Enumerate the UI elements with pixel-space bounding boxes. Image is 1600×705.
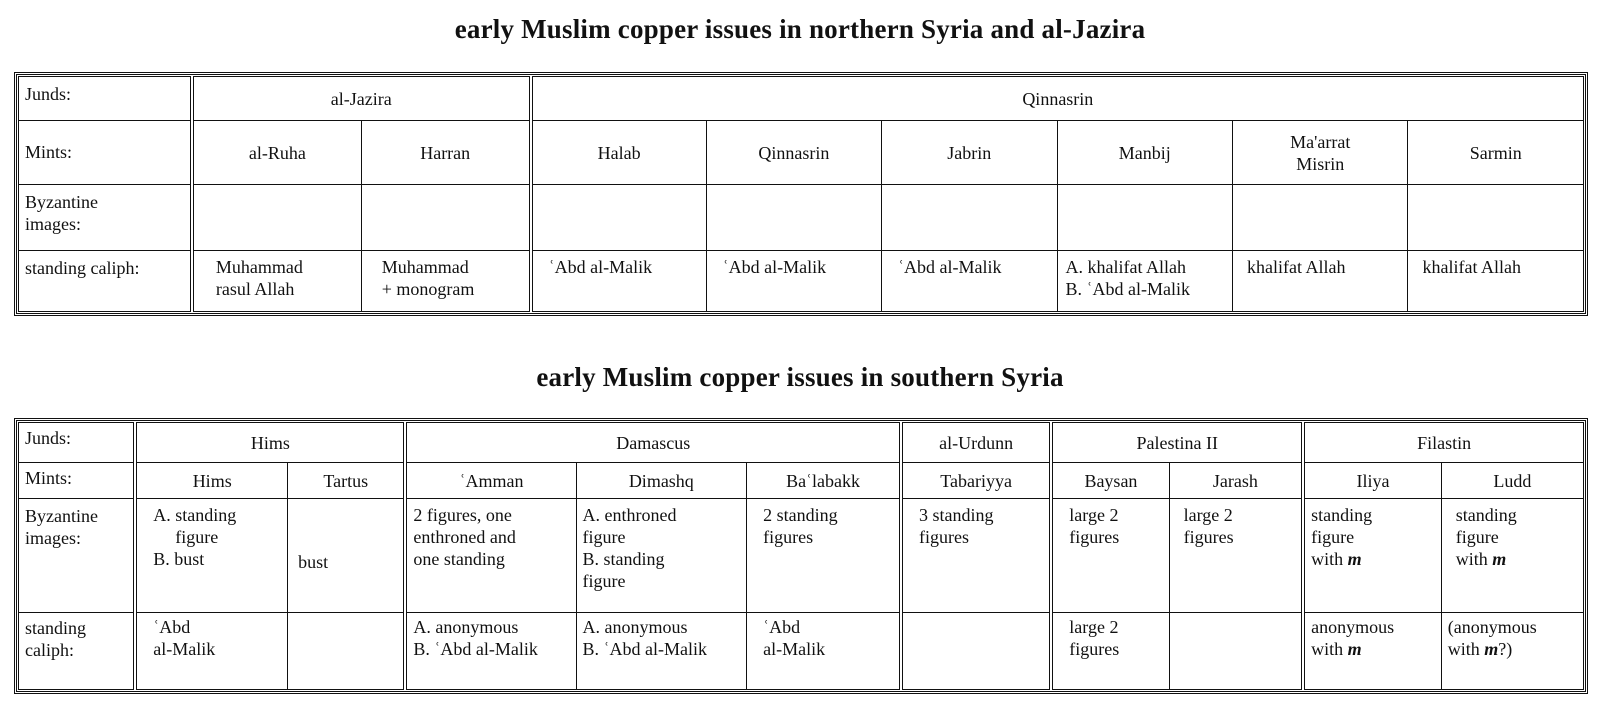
south-mint-iliya: Iliya	[1303, 463, 1441, 499]
south-byz-ludd-m: m	[1492, 549, 1507, 569]
south-byz-ludd	[1441, 499, 1583, 613]
north-table-frame	[14, 72, 1588, 316]
south-byz-jarash-line2: figures	[1183, 527, 1234, 547]
south-byz-ludd-with: with	[1455, 549, 1488, 569]
north-caliph-jabrin: ʿAbd al-Malik	[882, 251, 1057, 312]
south-byz-hims	[135, 499, 287, 613]
north-byz-cell	[1408, 185, 1584, 251]
south-byz-dimashq	[576, 499, 747, 613]
south-byz-iliya-line2: figure	[1311, 527, 1355, 547]
south-byz-dimashq-line4: figure	[582, 571, 626, 591]
south-byz-dimashq-line2: figure	[582, 527, 626, 547]
north-label-junds: Junds:	[19, 77, 192, 121]
south-caliph-iliya	[1303, 613, 1441, 690]
south-byz-balabakk	[747, 499, 901, 613]
south-mint-dimashq: Dimashq	[576, 463, 747, 499]
south-jund-al-urdunn: al-Urdunn	[901, 423, 1051, 463]
south-byz-baysan	[1051, 499, 1169, 613]
north-label-mints: Mints:	[19, 121, 192, 185]
north-mint-jabrin: Jabrin	[882, 121, 1057, 185]
south-caliph-ludd-with: with	[1447, 639, 1480, 659]
south-byz-iliya	[1303, 499, 1441, 613]
south-table-title: early Muslim copper issues in southern Syria	[536, 362, 1064, 392]
south-byz-iliya-line3	[1311, 548, 1435, 570]
north-caliph-sarmin: khalifat Allah	[1408, 251, 1584, 312]
north-caliph-harran-line2: + monogram	[381, 279, 475, 299]
south-caliph-ludd	[1441, 613, 1583, 690]
north-byz-cell	[1233, 185, 1408, 251]
south-mint-tartus: Tartus	[288, 463, 406, 499]
north-caliph-qinnasrin: ʿAbd al-Malik	[706, 251, 881, 312]
south-jund-filastin: Filastin	[1303, 423, 1583, 463]
south-byz-hims-line2: figure	[175, 527, 219, 547]
north-byz-cell	[192, 185, 361, 251]
south-caliph-amman	[405, 613, 576, 690]
north-jund-al-jazira: al-Jazira	[192, 77, 531, 121]
south-caliph-iliya-line2	[1311, 638, 1435, 660]
south-byz-tabariyya	[901, 499, 1051, 613]
north-table	[18, 76, 1584, 312]
north-mint-maarrat-line2: Misrin	[1296, 153, 1345, 174]
south-byz-hims-line3: B. bust	[153, 549, 205, 569]
south-jund-damascus: Damascus	[405, 423, 901, 463]
north-caliph-harran	[361, 251, 530, 312]
north-caliph-maarrat: khalifat Allah	[1233, 251, 1408, 312]
south-row-caliph	[19, 613, 1584, 690]
south-caliph-amman-line2: B. ʿAbd al-Malik	[413, 639, 538, 659]
north-caliph-al-ruha-line1: Muhammad	[215, 257, 303, 277]
south-label-byzantine-line2: images:	[25, 528, 81, 548]
south-byz-tabariyya-line1: 3 standing	[919, 505, 994, 525]
north-caliph-manbij	[1057, 251, 1232, 312]
north-row-junds	[19, 77, 1584, 121]
south-mint-hims: Hims	[135, 463, 287, 499]
south-row-byzantine	[19, 499, 1584, 613]
south-byz-amman-line3: one standing	[413, 549, 505, 569]
south-caliph-hims	[135, 613, 287, 690]
north-byz-cell	[361, 185, 530, 251]
south-mint-ludd: Ludd	[1441, 463, 1583, 499]
south-caliph-tartus	[288, 613, 406, 690]
south-jund-hims: Hims	[135, 423, 405, 463]
north-mint-halab: Halab	[531, 121, 706, 185]
south-byz-ludd-line3	[1456, 548, 1577, 570]
south-caliph-ludd-line2	[1448, 638, 1577, 660]
south-caliph-dimashq-line1: A. anonymous	[582, 617, 688, 637]
south-label-caliph	[19, 613, 136, 690]
north-caliph-manbij-line2: B. ʿAbd al-Malik	[1065, 279, 1191, 299]
north-byz-cell	[882, 185, 1057, 251]
south-caliph-ludd-close: ?)	[1498, 639, 1513, 659]
south-label-mints: Mints:	[19, 463, 136, 499]
south-byz-tabariyya-line2: figures	[919, 527, 969, 547]
north-label-caliph: standing caliph:	[19, 251, 192, 312]
south-caliph-jarash	[1169, 613, 1303, 690]
south-byz-iliya-with: with	[1311, 549, 1344, 569]
north-mint-maarrat-line1: Ma'arrat	[1290, 131, 1351, 152]
south-caliph-hims-line1: ʿAbd	[153, 617, 191, 637]
south-caliph-tabariyya	[901, 613, 1051, 690]
south-row-junds	[19, 423, 1584, 463]
south-byz-ludd-line2: figure	[1455, 527, 1499, 547]
north-row-mints	[19, 121, 1584, 185]
north-byz-cell	[1057, 185, 1232, 251]
south-caliph-dimashq	[576, 613, 747, 690]
south-byz-balabakk-line1: 2 standing	[763, 505, 838, 525]
south-label-byzantine	[19, 499, 136, 613]
north-row-byzantine	[19, 185, 1584, 251]
south-table	[18, 422, 1584, 690]
south-byz-balabakk-line2: figures	[763, 527, 814, 547]
north-mint-sarmin: Sarmin	[1408, 121, 1584, 185]
south-caliph-ludd-line1: (anonymous	[1447, 617, 1537, 637]
north-jund-qinnasrin: Qinnasrin	[531, 77, 1584, 121]
south-caliph-amman-line1: A. anonymous	[413, 617, 519, 637]
north-caliph-harran-line1: Muhammad	[381, 257, 469, 277]
south-caliph-dimashq-line2: B. ʿAbd al-Malik	[582, 639, 707, 659]
south-byz-baysan-line2: figures	[1069, 527, 1120, 547]
south-caliph-balabakk-line1: ʿAbd	[763, 617, 801, 637]
north-mint-qinnasrin: Qinnasrin	[706, 121, 881, 185]
north-label-byzantine	[19, 185, 192, 251]
south-byz-iliya-line1: standing	[1311, 505, 1373, 525]
north-mint-manbij: Manbij	[1057, 121, 1232, 185]
south-byz-ludd-line1: standing	[1455, 505, 1517, 525]
north-mint-maarrat-misrin	[1233, 121, 1408, 185]
south-jund-palestina-ii: Palestina II	[1051, 423, 1303, 463]
north-label-byzantine-line2: images:	[25, 214, 81, 234]
north-label-byzantine-line1: Byzantine	[25, 192, 98, 212]
south-caliph-balabakk-line2: al-Malik	[763, 639, 826, 659]
south-byz-jarash-line1: large 2	[1183, 505, 1233, 525]
south-byz-amman-line1: 2 figures, one	[413, 505, 512, 525]
north-row-caliph	[19, 251, 1584, 312]
north-byz-cell	[706, 185, 881, 251]
south-byz-dimashq-line3: B. standing	[582, 549, 665, 569]
south-byz-iliya-m: m	[1347, 549, 1362, 569]
south-caliph-baysan-line1: large 2	[1069, 617, 1119, 637]
south-caliph-ludd-m: m	[1484, 639, 1499, 659]
south-mint-amman: ʿAmman	[405, 463, 576, 499]
north-byz-cell	[531, 185, 706, 251]
north-caliph-halab: ʿAbd al-Malik	[531, 251, 706, 312]
south-byz-hims-line1: A. standing	[153, 505, 237, 525]
south-table-frame	[14, 418, 1588, 694]
south-byz-dimashq-line1: A. enthroned	[582, 505, 677, 525]
south-caliph-baysan	[1051, 613, 1169, 690]
south-byz-amman	[405, 499, 576, 613]
south-byz-baysan-line1: large 2	[1069, 505, 1119, 525]
south-label-byzantine-line1: Byzantine	[25, 506, 98, 526]
south-byz-jarash	[1169, 499, 1303, 613]
north-caliph-al-ruha-line2: rasul Allah	[215, 279, 295, 299]
south-label-junds: Junds:	[19, 423, 136, 463]
south-mint-balabakk: Baʿlabakk	[747, 463, 901, 499]
north-caliph-manbij-line1: A. khalifat Allah	[1065, 257, 1187, 277]
south-caliph-baysan-line2: figures	[1069, 639, 1120, 659]
south-caliph-iliya-line1: anonymous	[1311, 617, 1395, 637]
south-row-mints	[19, 463, 1584, 499]
south-caliph-balabakk	[747, 613, 901, 690]
south-caliph-iliya-with: with	[1311, 639, 1344, 659]
south-mint-tabariyya: Tabariyya	[901, 463, 1051, 499]
south-byz-tartus: bust	[288, 499, 406, 613]
south-label-caliph-line1: standing	[25, 618, 86, 638]
south-mint-baysan: Baysan	[1051, 463, 1169, 499]
south-caliph-iliya-m: m	[1347, 639, 1362, 659]
north-caliph-al-ruha	[192, 251, 361, 312]
south-label-caliph-line2: caliph:	[25, 640, 74, 660]
south-caliph-hims-line2: al-Malik	[153, 639, 216, 659]
north-mint-harran: Harran	[361, 121, 530, 185]
south-mint-jarash: Jarash	[1169, 463, 1303, 499]
north-table-title: early Muslim copper issues in northern Syria and al-Jazira	[454, 14, 1146, 44]
north-mint-al-ruha: al-Ruha	[192, 121, 361, 185]
south-byz-amman-line2: enthroned and	[413, 527, 516, 547]
